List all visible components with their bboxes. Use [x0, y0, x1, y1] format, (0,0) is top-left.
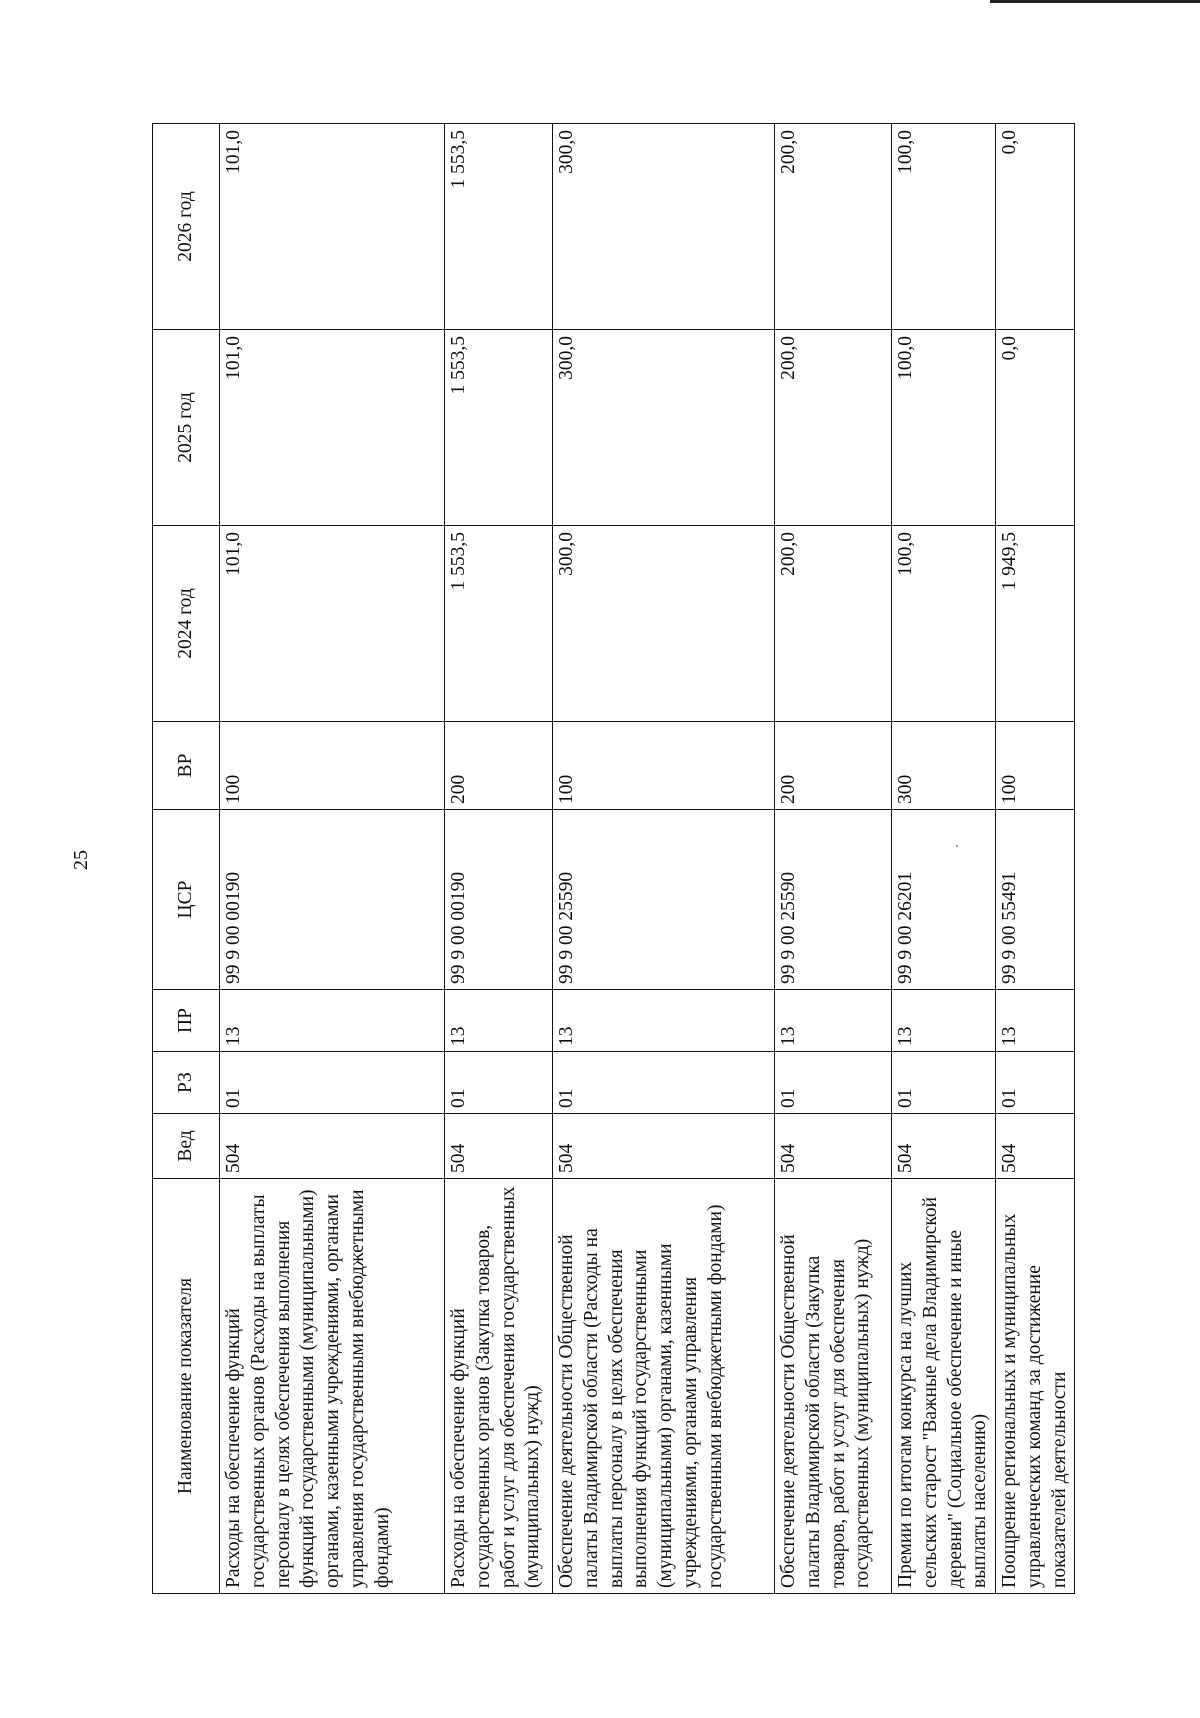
- cell-2025: 200,0: [775, 330, 892, 526]
- cell-2026: 100,0: [892, 124, 996, 330]
- cell-2024: 100,0: [892, 526, 996, 722]
- cell-2026: 0,0: [996, 124, 1075, 330]
- cell-2024: 101,0: [220, 526, 445, 722]
- cell-rz: 01: [996, 1052, 1075, 1114]
- cell-vr: 100: [220, 722, 445, 810]
- table-row: [220, 124, 445, 1594]
- cell-name: Премии по итогам конкурса на лучших сельских старост "Важные дела Владимирской деревни" (Социальное обеспечение и иные выплаты населению): [892, 1179, 996, 1594]
- table-row: [996, 124, 1075, 1594]
- cell-ved: 504: [996, 1114, 1075, 1179]
- table-header-row: [153, 124, 220, 1594]
- cell-2024: 300,0: [553, 526, 775, 722]
- cell-ved: 504: [445, 1114, 553, 1179]
- cell-rz: 01: [220, 1052, 445, 1114]
- cell-2025: 300,0: [553, 330, 775, 526]
- cell-csr: 99 9 00 00190: [445, 810, 553, 990]
- cell-vr: 100: [553, 722, 775, 810]
- cell-csr: 99 9 00 25590: [775, 810, 892, 990]
- cell-csr: 99 9 00 26201: [892, 810, 996, 990]
- cell-ved: 504: [220, 1114, 445, 1179]
- cell-2026: 101,0: [220, 124, 445, 330]
- cell-csr: 99 9 00 25590: [553, 810, 775, 990]
- cell-rz: 01: [892, 1052, 996, 1114]
- cell-2024: 1 949,5: [996, 526, 1075, 722]
- table-row: [553, 124, 775, 1594]
- cell-2024: 1 553,5: [445, 526, 553, 722]
- header-2025: 2025 год: [153, 330, 220, 526]
- rotated-table-container: [152, 124, 1070, 1594]
- budget-table: [152, 123, 1075, 1594]
- cell-rz: 01: [775, 1052, 892, 1114]
- cell-2025: 101,0: [220, 330, 445, 526]
- cell-vr: 200: [775, 722, 892, 810]
- table-row: [445, 124, 553, 1594]
- cell-pr: 13: [220, 990, 445, 1052]
- cell-ved: 504: [553, 1114, 775, 1179]
- cell-name: Расходы на обеспечение функций государственных органов (Расходы на выплаты персоналу в целях обеспечения выполнения функций государственными (муниципальными) органами, казенными учреждениями, органами управления государственными внебюджетными фондами): [220, 1179, 445, 1594]
- cell-name: Поощрение региональных и муниципальных управленческих команд за достижение показателей деятельности: [996, 1179, 1075, 1594]
- cell-pr: 13: [445, 990, 553, 1052]
- cell-ved: 504: [892, 1114, 996, 1179]
- cell-ved: 504: [775, 1114, 892, 1179]
- cell-2025: 0,0: [996, 330, 1075, 526]
- header-pr: ПР: [153, 990, 220, 1052]
- cell-2026: 200,0: [775, 124, 892, 330]
- header-vr: ВР: [153, 722, 220, 810]
- cell-vr: 100: [996, 722, 1075, 810]
- header-2024: 2024 год: [153, 526, 220, 722]
- cell-2026: 1 553,5: [445, 124, 553, 330]
- cell-2025: 1 553,5: [445, 330, 553, 526]
- cell-rz: 01: [445, 1052, 553, 1114]
- header-csr: ЦСР: [153, 810, 220, 990]
- cell-name: Обеспечение деятельности Общественной палаты Владимирской области (Закупка товаров, работ и услуг для обеспечения государственных (муниципальных) нужд): [775, 1179, 892, 1594]
- header-rz: РЗ: [153, 1052, 220, 1114]
- page-number: 25: [70, 850, 92, 870]
- header-name: Наименование показателя: [153, 1179, 220, 1594]
- cell-pr: 13: [775, 990, 892, 1052]
- cell-csr: 99 9 00 00190: [220, 810, 445, 990]
- table-row: [775, 124, 892, 1594]
- cell-vr: 200: [445, 722, 553, 810]
- cell-2026: 300,0: [553, 124, 775, 330]
- top-edge-line: [990, 0, 1200, 3]
- cell-rz: 01: [553, 1052, 775, 1114]
- header-2026: 2026 год: [153, 124, 220, 330]
- cell-name: Обеспечение деятельности Общественной палаты Владимирской области (Расходы на выплаты персоналу в целях обеспечения выполнения функций государственными (муниципальными) органами, казенными учреждениями, органами управления государственными внебюджетными фондами): [553, 1179, 775, 1594]
- header-ved: Вед: [153, 1114, 220, 1179]
- cell-pr: 13: [553, 990, 775, 1052]
- cell-vr: 300: [892, 722, 996, 810]
- cell-2024: 200,0: [775, 526, 892, 722]
- cell-pr: 13: [892, 990, 996, 1052]
- cell-pr: 13: [996, 990, 1075, 1052]
- table-row: [892, 124, 996, 1594]
- cell-2025: 100,0: [892, 330, 996, 526]
- cell-csr: 99 9 00 55491: [996, 810, 1075, 990]
- cell-name: Расходы на обеспечение функций государственных органов (Закупка товаров, работ и услуг для обеспечения государственных (муниципальных) нужд): [445, 1179, 553, 1594]
